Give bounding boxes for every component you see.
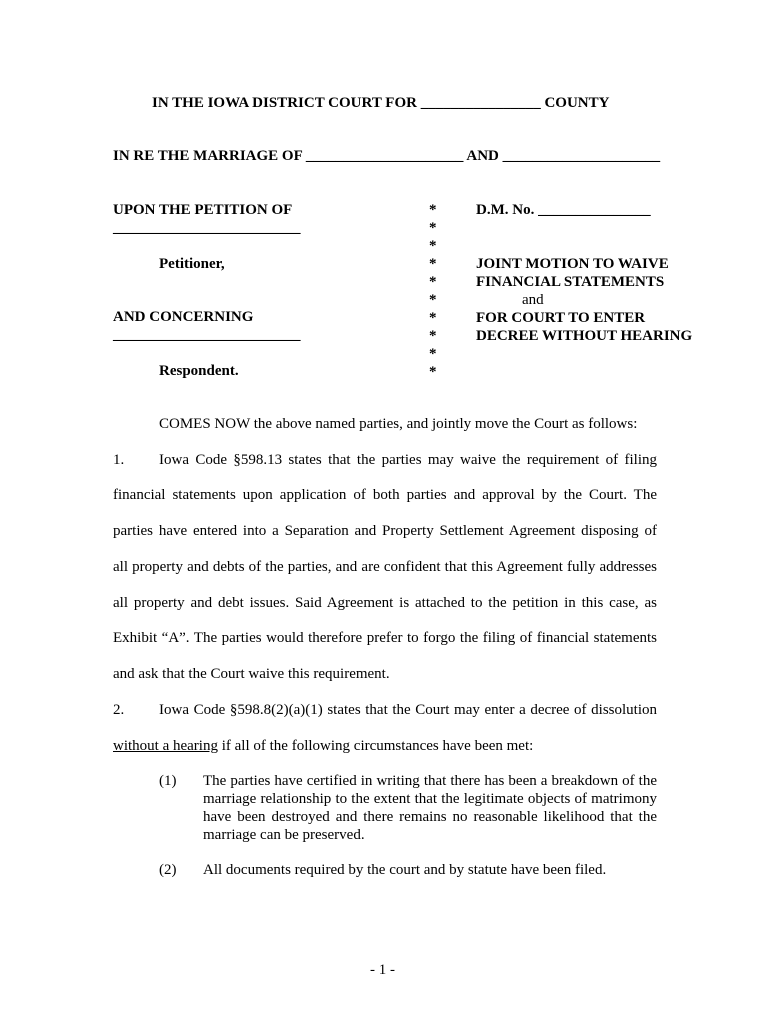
motion-title-line-2: FINANCIAL STATEMENTS bbox=[476, 274, 665, 290]
paragraph-2-line bbox=[113, 737, 533, 755]
respondent-label: Respondent. bbox=[159, 363, 239, 379]
caption-star: * bbox=[429, 220, 437, 236]
caption-star: * bbox=[429, 292, 437, 308]
marriage-line: IN RE THE MARRIAGE OF _____________________ AND _____________________ bbox=[113, 148, 661, 164]
item-1-number: (1) bbox=[159, 773, 177, 789]
item-1-text: The parties have certified in writing that there has been a breakdown of the marriage relationship to the extent that the legitimate objects of matrimony have been destroyed and there remains no reasonable likelihood that the marriage can be preserved. bbox=[203, 773, 657, 843]
paragraph-1-line: all property and debt issues. Said Agreement is attached to the petition in this case, as bbox=[113, 595, 657, 611]
respondent-blank: _________________________ bbox=[113, 327, 301, 343]
petition-label: UPON THE PETITION OF bbox=[113, 202, 293, 218]
dm-number: D.M. No. _______________ bbox=[476, 202, 651, 218]
paragraph-1-line: parties have entered into a Separation and Property Settlement Agreement disposing of bbox=[113, 523, 657, 539]
concerning-label: AND CONCERNING bbox=[113, 309, 254, 325]
caption-star: * bbox=[429, 310, 437, 326]
motion-title-line-4: FOR COURT TO ENTER bbox=[476, 310, 646, 326]
underlined-phrase: without a hearing bbox=[113, 738, 218, 754]
caption-star: * bbox=[429, 238, 437, 254]
item-2-number: (2) bbox=[159, 862, 177, 878]
paragraph-2-line: Iowa Code §598.8(2)(a)(1) states that the Court may enter a decree of dissolution bbox=[159, 702, 657, 718]
paragraph-2-line-rest: if all of the following circumstances have been met: bbox=[217, 738, 534, 754]
paragraph-1-line: Iowa Code §598.13 states that the parties may waive the requirement of filing bbox=[159, 452, 657, 468]
paragraph-1-line: and ask that the Court waive this requirement. bbox=[113, 666, 390, 682]
motion-title-line-3: and bbox=[522, 292, 544, 308]
petitioner-label: Petitioner, bbox=[159, 256, 225, 272]
caption-star: * bbox=[429, 364, 437, 380]
caption-star: * bbox=[429, 256, 437, 272]
caption-star: * bbox=[429, 202, 437, 218]
intro-paragraph: COMES NOW the above named parties, and jointly move the Court as follows: bbox=[159, 416, 638, 432]
caption-star: * bbox=[429, 328, 437, 344]
caption-star: * bbox=[429, 346, 437, 362]
petitioner-blank: _________________________ bbox=[113, 220, 301, 236]
motion-title-line-5: DECREE WITHOUT HEARING bbox=[476, 328, 693, 344]
paragraph-1-line: all property and debts of the parties, and are confident that this Agreement fully addresses bbox=[113, 559, 657, 575]
paragraph-1-line: financial statements upon application of both parties and approval by the Court. The bbox=[113, 487, 657, 503]
motion-title-line-1: JOINT MOTION TO WAIVE bbox=[476, 256, 669, 272]
court-title: IN THE IOWA DISTRICT COURT FOR ________________ COUNTY bbox=[152, 95, 610, 111]
paragraph-1-line: Exhibit “A”. The parties would therefore prefer to forgo the filing of financial statements bbox=[113, 630, 657, 646]
paragraph-1-number: 1. bbox=[113, 452, 125, 468]
page-number: - 1 - bbox=[370, 962, 395, 978]
paragraph-2-number: 2. bbox=[113, 702, 125, 718]
caption-star: * bbox=[429, 274, 437, 290]
item-2-text: All documents required by the court and by statute have been filed. bbox=[203, 862, 607, 878]
